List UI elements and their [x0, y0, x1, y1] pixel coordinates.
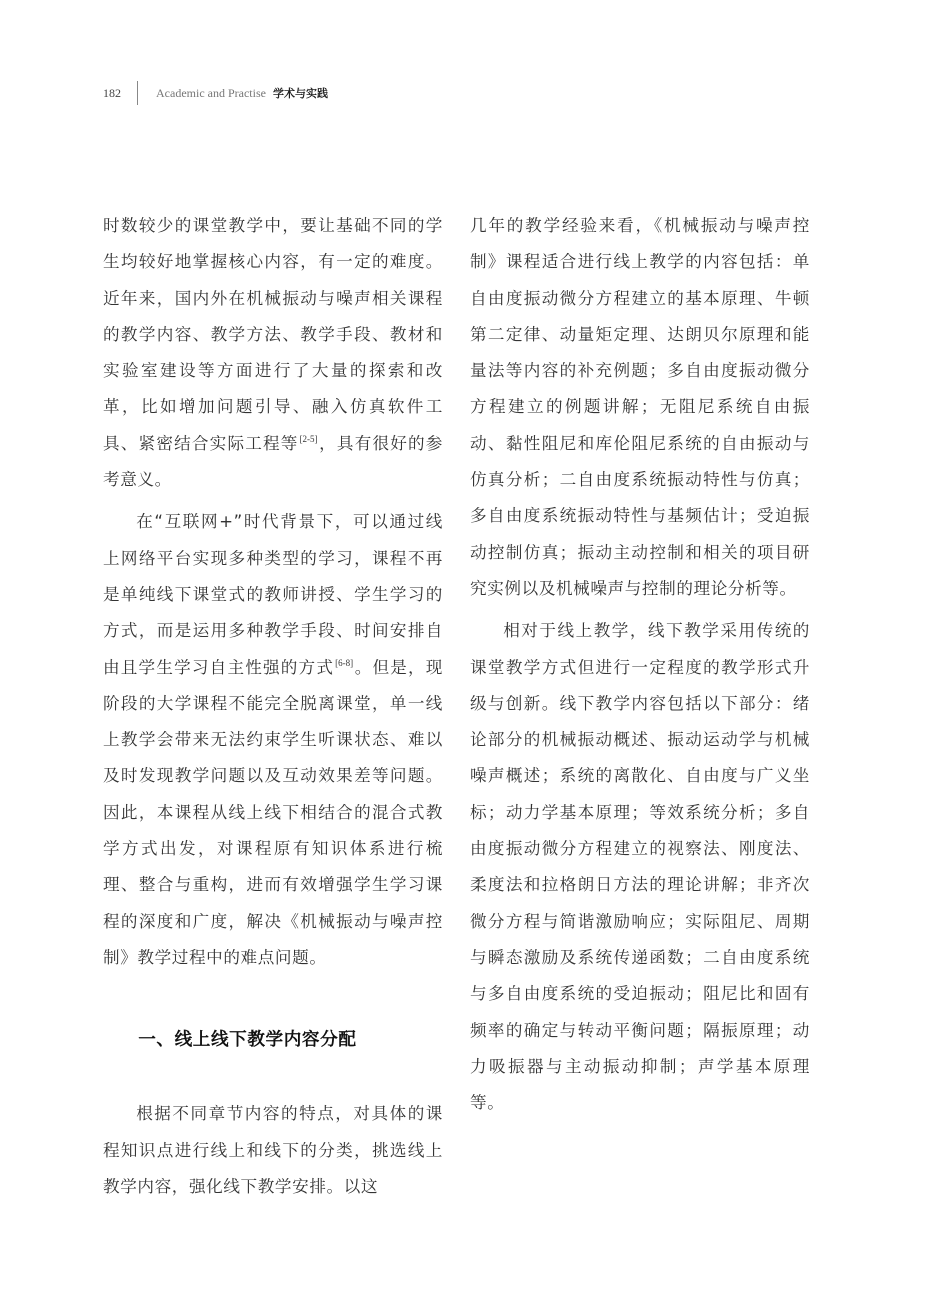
header-divider	[137, 81, 138, 105]
left-column	[103, 208, 443, 1205]
page-header	[103, 80, 328, 106]
paragraph-offline-content: 相对于线上教学，线下教学采用传统的课堂教学方式但进行一定程度的教学形式升级与创新。线下教学内容包括以下部分：绪论部分的机械振动概述、振动运动学与机械噪声概述；系统的离散化、自由度与广义坐标；动力学基本原理；等效系统分析；多自由度振动微分方程建立的视察法、刚度法、柔度法和拉格朗日方法的理论讲解；非齐次微分方程与简谐激励响应；实际阻尼、周期与瞬态激励及系统传递函数；二自由度系统与多自由度系统的受迫振动；阻尼比和固有频率的确定与转动平衡问题；隔振原理；动力吸振器与主动振动抑制；声学基本原理等。	[470, 621, 810, 1113]
page-number: 182	[103, 85, 121, 100]
paragraph-continued	[103, 208, 443, 498]
paragraph-text-tail: ，具有很好的参考意义。	[103, 433, 444, 490]
journal-title-cn: 学术与实践	[272, 87, 328, 100]
journal-title-en: Academic and Practise	[156, 85, 266, 100]
paragraph-text: 在“互联网+”时代背景下，可以通过线上网络平台实现多种类型的学习，课程不再是单纯线下课堂式的教师讲授、学生学习的方式，而是运用多种教学手段、时间安排自由且学生学习自主性强的方式	[103, 512, 443, 677]
right-column	[470, 208, 810, 1121]
paragraph-text-tail: 。但是，现阶段的大学课程不能完全脱离课堂，单一线上教学会带来无法约束学生听课状态、难以及时发现教学问题以及互动效果差等问题。因此，本课程从线上线下相结合的混合式教学方式出发，对课程原有知识体系进行梳理、整合与重构，进而有效增强学生学习课程的深度和广度，解决《机械振动与噪声控制》教学过程中的难点问题。	[103, 657, 443, 967]
paragraph-online-content: 几年的教学经验来看，《机械振动与噪声控制》课程适合进行线上教学的内容包括：单自由度振动微分方程建立的基本原理、牛顿第二定律、动量矩定理、达朗贝尔原理和能量法等内容的补充例题；多自由度振动微分方程建立的例题讲解；无阻尼系统自由振动、黏性阻尼和库伦阻尼系统的自由振动与仿真分析；二自由度系统振动特性与仿真；多自由度系统振动特性与基频估计；受迫振动控制仿真；振动主动控制和相关的项目研究实例以及机械噪声与控制的理论分析等。	[470, 216, 810, 598]
section-heading: 一、线上线下教学内容分配	[138, 1030, 357, 1051]
citation-2-5: [2-5]	[299, 433, 318, 444]
paragraph-content-allocation: 根据不同章节内容的特点，对具体的课程知识点进行线上和线下的分类，挑选线上教学内容，强化线下教学安排。以这	[103, 1104, 443, 1196]
paragraph-internet-plus	[103, 504, 443, 976]
paragraph-text: 时数较少的课堂教学中，要让基础不同的学生均较好地掌握核心内容，有一定的难度。近年来，国内外在机械振动与噪声相关课程的教学内容、教学方法、教学手段、教材和实验室建设等方面进行了大量的探索和改革，比如增加问题引导、融入仿真软件工具、紧密结合实际工程等	[103, 216, 443, 453]
citation-6-8: [6-8]	[335, 657, 354, 668]
